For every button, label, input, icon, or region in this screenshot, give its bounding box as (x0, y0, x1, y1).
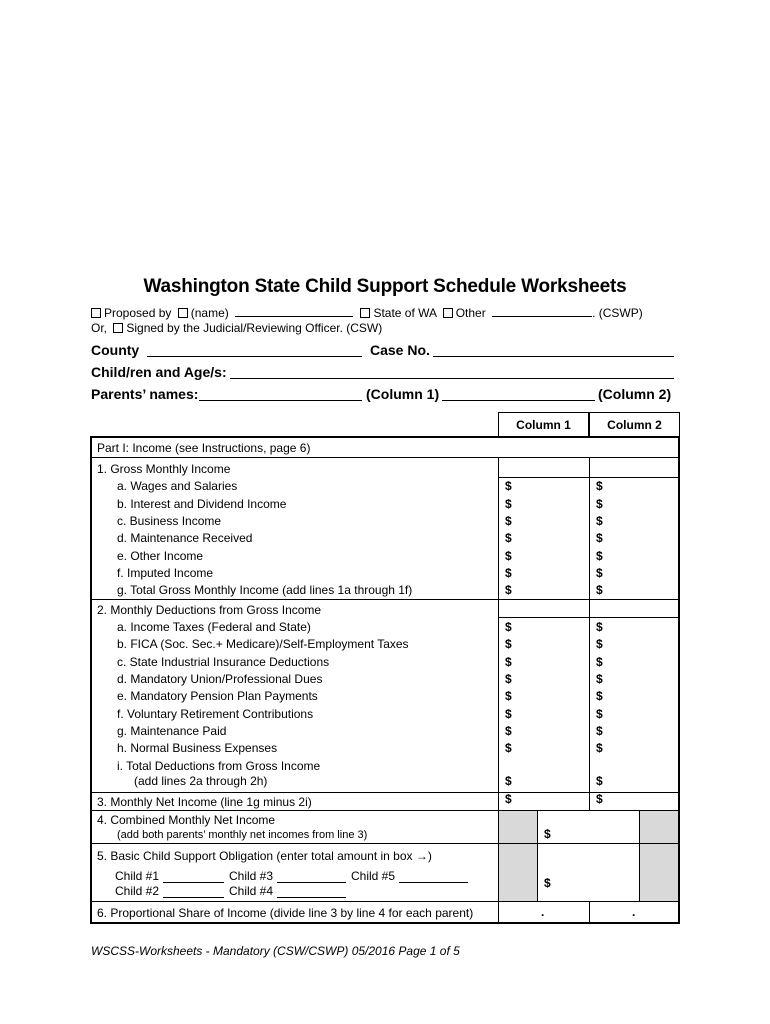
other-blank[interactable] (492, 306, 592, 317)
row-4-label: 4. Combined Monthly Net Income (97, 813, 276, 827)
parents-label: Parents’ names: (91, 386, 199, 402)
child-3-label: Child #3 (229, 869, 274, 883)
c1-dollar-2g[interactable]: $ (505, 724, 512, 738)
part1-header: Part I: Income (see Instructions, page 6) (97, 441, 311, 455)
c2-dollar-1c[interactable]: $ (596, 514, 603, 528)
row-3-label: 3. Monthly Net Income (line 1g minus 2i) (97, 795, 312, 809)
row-divider (91, 599, 679, 600)
case-no-label: Case No. (370, 342, 430, 358)
child-1-field[interactable] (163, 882, 224, 883)
row-divider (91, 810, 679, 811)
child-5-label: Child #5 (351, 869, 396, 883)
or-label: Or, (91, 321, 108, 335)
state-label: State of WA (373, 306, 437, 320)
c1-dollar-1a[interactable]: $ (505, 479, 512, 493)
row-1f-label: f. Imputed Income (117, 566, 214, 580)
gray-cell (499, 810, 537, 843)
child-2-label: Child #2 (115, 884, 160, 898)
proposal-line (91, 306, 643, 320)
c2-dollar-2g[interactable]: $ (596, 724, 603, 738)
row-2c-label: c. State Industrial Insurance Deductions (117, 655, 330, 669)
column2-parent-label: (Column 2) (598, 386, 672, 402)
col-divider (498, 810, 499, 902)
c2-dollar-1d[interactable]: $ (596, 531, 603, 545)
c1-dollar-1e[interactable]: $ (505, 549, 512, 563)
proposed-by-checkbox[interactable] (91, 308, 101, 318)
col-divider (589, 902, 590, 923)
gray-cell (640, 810, 678, 843)
row-1c-label: c. Business Income (117, 514, 222, 528)
gray-cell (640, 844, 678, 901)
col-divider (639, 810, 640, 902)
other-label: Other (455, 306, 486, 320)
child-3-field[interactable] (277, 882, 346, 883)
proposed-by-label: Proposed by (104, 306, 172, 320)
column1-header: Column 1 (498, 412, 589, 436)
c2-dollar-2i[interactable]: $ (596, 774, 603, 788)
c1-dollar-1g[interactable]: $ (505, 583, 512, 597)
c2-dollar-2a[interactable]: $ (596, 620, 603, 634)
row-2h-label: h. Normal Business Expenses (117, 741, 278, 755)
c2-dollar-2c[interactable]: $ (596, 655, 603, 669)
name-label: (name) (190, 306, 229, 320)
basic-obligation-dollar[interactable]: $ (544, 876, 551, 890)
name-blank[interactable] (235, 306, 353, 317)
c1-dollar-1f[interactable]: $ (505, 566, 512, 580)
state-checkbox[interactable] (360, 308, 370, 318)
col-divider (537, 810, 538, 902)
row-2d-label: d. Mandatory Union/Professional Dues (117, 672, 323, 686)
c1-dollar-1d[interactable]: $ (505, 531, 512, 545)
c2-proportional-share[interactable]: . (632, 905, 636, 919)
cswp-label: . (CSWP) (592, 306, 643, 320)
c1-dollar-3[interactable]: $ (505, 792, 512, 806)
signed-line (91, 321, 382, 335)
c2-dollar-2b[interactable]: $ (596, 637, 603, 651)
page-title: Washington State Child Support Schedule Worksheets (143, 276, 627, 297)
c1-dollar-2c[interactable]: $ (505, 655, 512, 669)
column1-parent-label: (Column 1) (366, 386, 440, 402)
row-2e-label: e. Mandatory Pension Plan Payments (117, 689, 318, 703)
combined-income-dollar[interactable]: $ (544, 827, 551, 841)
row-1a-label: a. Wages and Salaries (117, 479, 238, 493)
row-divider (91, 457, 679, 458)
c2-dollar-2f[interactable]: $ (596, 707, 603, 721)
row-1d-label: d. Maintenance Received (117, 531, 253, 545)
c1-dollar-1c[interactable]: $ (505, 514, 512, 528)
name-checkbox[interactable] (178, 308, 188, 318)
parent1-field[interactable] (199, 400, 362, 401)
c1-dollar-2b[interactable]: $ (505, 637, 512, 651)
c2-dollar-3[interactable]: $ (596, 792, 603, 806)
child-5-field[interactable] (399, 882, 468, 883)
column2-header: Column 2 (589, 412, 680, 436)
children-label: Child/ren and Age/s: (91, 364, 227, 380)
case-no-field[interactable] (433, 356, 674, 357)
c1-dollar-1b[interactable]: $ (505, 497, 512, 511)
county-label: County (91, 342, 140, 358)
c1-dollar-2a[interactable]: $ (505, 620, 512, 634)
children-field[interactable] (230, 378, 674, 379)
child-1-label: Child #1 (115, 869, 160, 883)
signed-label: Signed by the Judicial/Reviewing Officer. (CSW) (126, 321, 383, 335)
child-4-field[interactable] (277, 897, 346, 898)
row-divider (91, 843, 679, 844)
signed-checkbox[interactable] (113, 323, 123, 333)
col-divider (498, 457, 499, 810)
county-field[interactable] (147, 356, 362, 357)
c2-dollar-2d[interactable]: $ (596, 672, 603, 686)
col-divider (589, 457, 590, 810)
c1-proportional-share[interactable]: . (541, 905, 545, 919)
child-4-label: Child #4 (229, 884, 274, 898)
c1-dollar-2e[interactable]: $ (505, 689, 512, 703)
row-2b-label: b. FICA (Soc. Sec.+ Medicare)/Self-Employment Taxes (117, 637, 409, 651)
c2-dollar-1e[interactable]: $ (596, 549, 603, 563)
row-1g-label: g. Total Gross Monthly Income (add lines 1a through 1f) (117, 583, 413, 597)
col-divider (498, 902, 499, 923)
row-1e-label: e. Other Income (117, 549, 204, 563)
row-2-label: 2. Monthly Deductions from Gross Income (97, 603, 322, 617)
c2-dollar-1b[interactable]: $ (596, 497, 603, 511)
gray-cell (499, 844, 537, 901)
other-checkbox[interactable] (443, 308, 453, 318)
row-1b-label: b. Interest and Dividend Income (117, 497, 287, 511)
row-divider (498, 477, 679, 478)
row-5-label: 5. Basic Child Support Obligation (enter total amount in box →) (97, 849, 432, 863)
c2-dollar-1g[interactable]: $ (596, 583, 603, 597)
row-2g-label: g. Maintenance Paid (117, 724, 227, 738)
c2-dollar-2h[interactable]: $ (596, 741, 603, 755)
c1-dollar-2h[interactable]: $ (505, 741, 512, 755)
row-divider (91, 901, 679, 902)
c2-dollar-1a[interactable]: $ (596, 479, 603, 493)
row-2f-label: f. Voluntary Retirement Contributions (117, 707, 314, 721)
c1-dollar-2i[interactable]: $ (505, 774, 512, 788)
parent2-field[interactable] (442, 400, 595, 401)
page-footer: WSCSS-Worksheets - Mandatory (CSW/CSWP) 05/2016 Page 1 of 5 (91, 944, 460, 958)
row-2i-label: i. Total Deductions from Gross Income (117, 759, 321, 773)
row-4-sublabel: (add both parents’ monthly net incomes from line 3) (117, 829, 368, 841)
row-divider (498, 617, 679, 618)
c2-dollar-2e[interactable]: $ (596, 689, 603, 703)
c2-dollar-1f[interactable]: $ (596, 566, 603, 580)
row-6-label: 6. Proportional Share of Income (divide line 3 by line 4 for each parent) (97, 906, 474, 920)
child-2-field[interactable] (163, 897, 224, 898)
row-2a-label: a. Income Taxes (Federal and State) (117, 620, 311, 634)
c1-dollar-2d[interactable]: $ (505, 672, 512, 686)
row-divider (91, 792, 679, 793)
c1-dollar-2f[interactable]: $ (505, 707, 512, 721)
row-2i-sublabel: (add lines 2a through 2h) (134, 774, 268, 788)
row-1-label: 1. Gross Monthly Income (97, 462, 231, 476)
